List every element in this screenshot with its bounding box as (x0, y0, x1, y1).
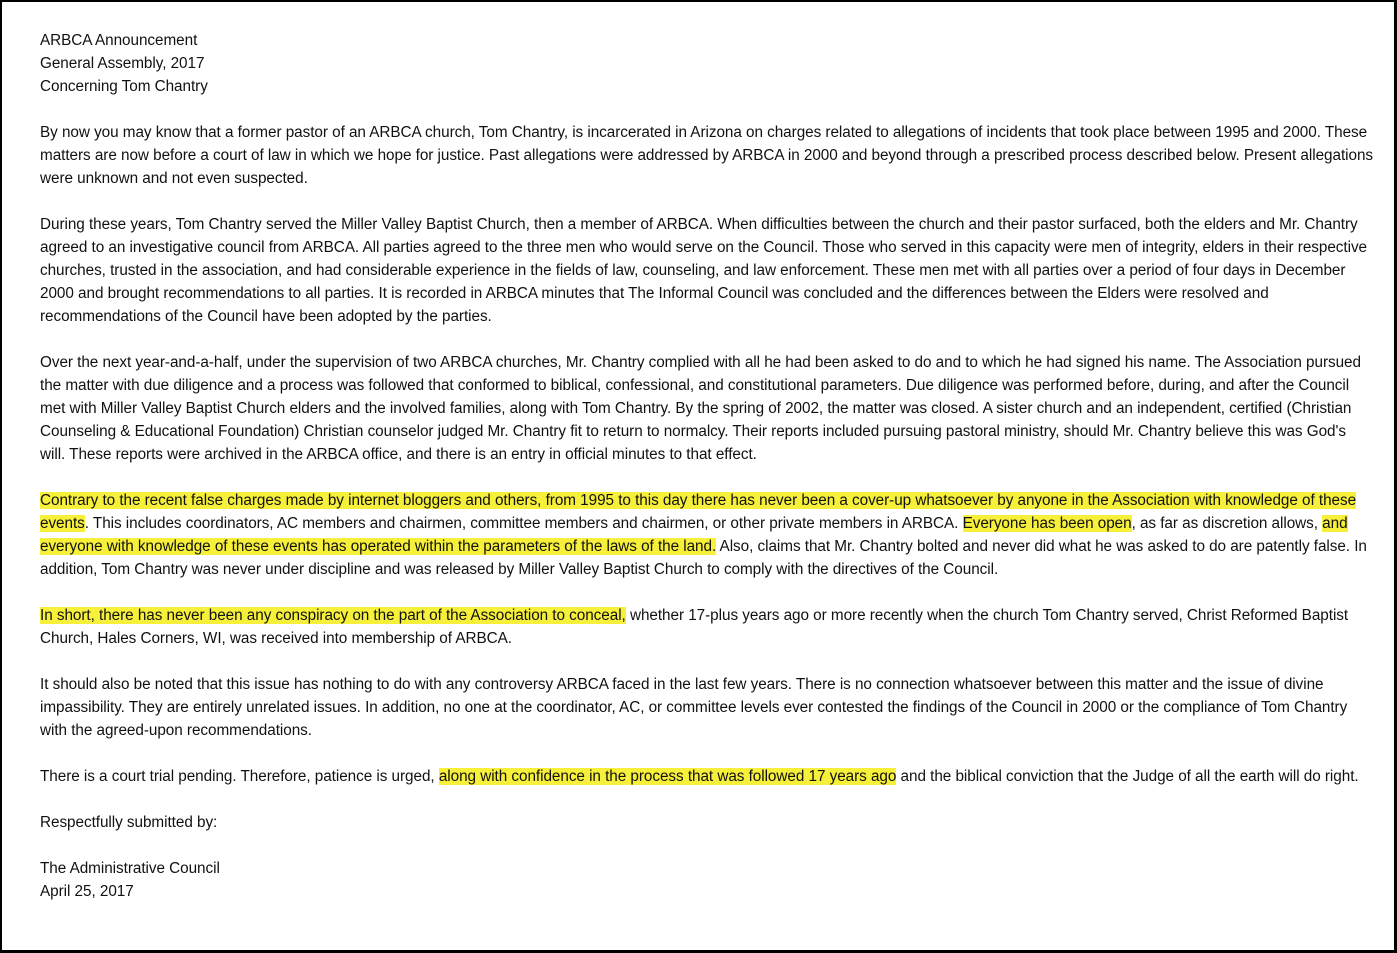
announcement-document (40, 29, 1375, 926)
signature-block (40, 857, 1375, 903)
signatory: The Administrative Council (40, 860, 220, 877)
paragraph-court-trial (40, 765, 1375, 788)
header-event: General Assembly, 2017 (40, 55, 205, 72)
paragraph-intro: By now you may know that a former pastor of an ARBCA church, Tom Chantry, is incarcerated in Arizona on charges related to allegations of incidents that took place between 1995 and 2000. These matters are now before a court of law in which we hope for justice. Past allegations were addressed by ARBCA in 2000 and beyond through a prescribed process described below. Present allegations were unknown and not even suspected. (40, 124, 1374, 187)
paragraph-unrelated-controversy: It should also be noted that this issue has nothing to do with any controversy ARBCA faced in the last few years. There is no connection whatsoever between this matter and the issue of divine impassibility. They are entirely unrelated issues. In addition, no one at the coordinator, AC, or committee levels ever contested the findings of the Council in 2000 or the compliance of Tom Chantry with the agreed-upon recommendations. (40, 676, 1348, 739)
document-header (40, 29, 1375, 98)
highlighted-text: and everyone with knowledge of these events has operated within the parameters of the laws of the land. (40, 515, 1348, 555)
body-text: and the biblical conviction that the Judge of all the earth will do right. (896, 768, 1359, 785)
highlighted-text: In short, there has never been any conspiracy on the part of the Association to conceal, (40, 607, 626, 624)
header-subject: Concerning Tom Chantry (40, 78, 208, 95)
paragraph-process: Over the next year-and-a-half, under the supervision of two ARBCA churches, Mr. Chantry complied with all he had been asked to do and to which he had signed his name. The Association pursued the matter with due diligence and a process was followed that conformed to biblical, confessional, and constitutional parameters. Due diligence was performed before, during, and after the Council met with Miller Valley Baptist Church elders and the involved families, along with Tom Chantry. By the spring of 2002, the matter was closed. A sister church and an independent, certified (Christian Counseling & Educational Foundation) Christian counselor judged Mr. Chantry fit to return to normalcy. Their reports included pursuing pastoral ministry, should Mr. Chantry believe this was God's will. These reports were archived in the ARBCA office, and there is an entry in official minutes to that effect. (40, 354, 1361, 463)
signature-date: April 25, 2017 (40, 883, 134, 900)
highlighted-text: along with confidence in the process that was followed 17 years ago (438, 768, 897, 785)
highlighted-text: Everyone has been open (962, 515, 1132, 532)
body-text: . This includes coordinators, AC members and chairmen, committee members and chairmen, or other private members in ARBCA. (84, 515, 963, 532)
paragraph-no-conspiracy (40, 604, 1375, 650)
body-text: , as far as discretion allows, (1131, 515, 1323, 532)
paragraph-background: During these years, Tom Chantry served the Miller Valley Baptist Church, then a member of ARBCA. When difficulties between the church and their pastor surfaced, both the elders and Mr. Chantry agreed to an investigative council from ARBCA. All parties agreed to the three men who would serve on the Council. Those who served in this capacity were men of integrity, elders in their respective churches, trusted in the association, and had considerable experience in the fields of law, counseling, and law enforcement. These men met with all parties over a period of four days in December 2000 and brought recommendations to all parties. It is recorded in ARBCA minutes that The Informal Council was concluded and the differences between the Elders were resolved and recommendations of the Council have been adopted by the parties. (40, 216, 1368, 325)
closing-submitted: Respectfully submitted by: (40, 814, 218, 831)
body-text: Also, claims that Mr. Chantry bolted and never did what he was asked to do are patently false. In addition, Tom Chantry was never under discipline and was released by Miller Valley Baptist Church to comply with the directives of the Council. (40, 538, 1367, 578)
body-text: whether 17-plus years ago or more recently when the church Tom Chantry served, Christ Reformed Baptist Church, Hales Corners, WI, was received into membership of ARBCA. (40, 607, 1349, 647)
highlighted-text: Contrary to the recent false charges made by internet bloggers and others, from 1995 to this day there has never been a cover-up whatsoever by anyone in the Association with knowledge of these events (40, 492, 1357, 532)
header-title: ARBCA Announcement (40, 32, 198, 49)
paragraph-no-cover-up (40, 489, 1375, 581)
body-text: There is a court trial pending. Therefore, patience is urged, (40, 768, 439, 785)
